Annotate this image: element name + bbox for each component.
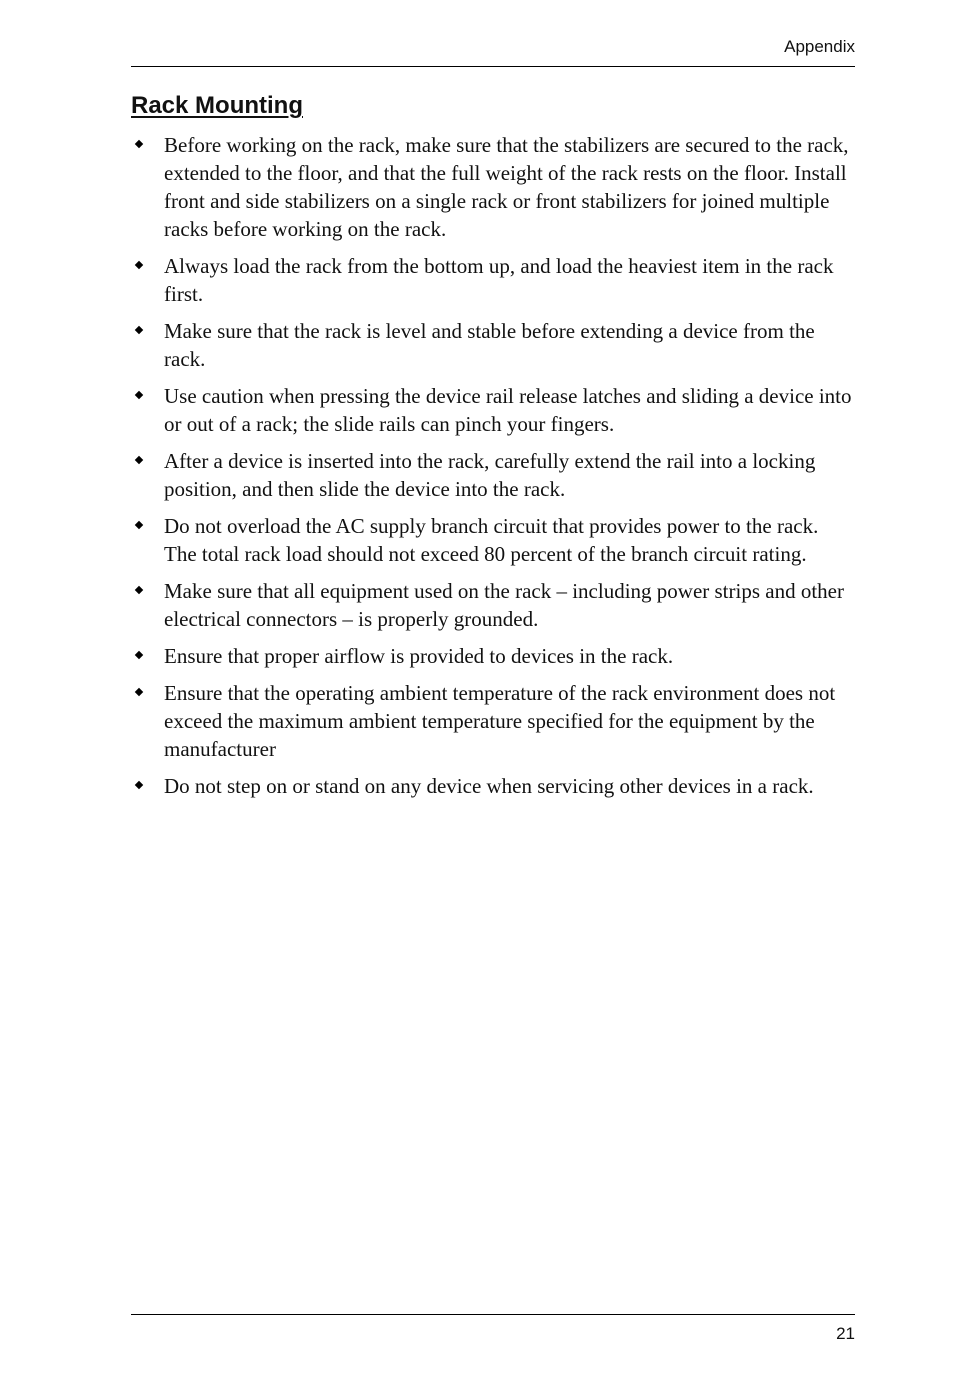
- list-item: [131, 679, 855, 763]
- diamond-bullet-icon: [135, 140, 143, 148]
- diamond-bullet-icon: [135, 261, 143, 269]
- list-item-text: Do not overload the AC supply branch circuit that provides power to the rack. The total rack load should not exceed 80 percent of the branch circuit rating.: [164, 514, 819, 566]
- diamond-bullet-icon: [135, 456, 143, 464]
- diamond-bullet-icon: [135, 651, 143, 659]
- section-title: Rack Mounting: [131, 92, 303, 119]
- diamond-bullet-icon: [135, 781, 143, 789]
- diamond-bullet-icon: [135, 391, 143, 399]
- list-item: [131, 317, 855, 373]
- page-number: 21: [836, 1324, 855, 1343]
- list-item: [131, 772, 855, 800]
- list-item-text: Before working on the rack, make sure that the stabilizers are secured to the rack, extended to the floor, and that the full weight of the rack rests on the floor. Install front and side stabilizers on a single rack or front stabilizers for joined multiple racks before working on the rack.: [164, 133, 849, 241]
- list-item: [131, 382, 855, 438]
- diamond-bullet-icon: [135, 586, 143, 594]
- list-item-text: Ensure that the operating ambient temperature of the rack environment does not exceed the maximum ambient temperature specified for the equipment by the manufacturer: [164, 681, 836, 761]
- list-item: [131, 642, 855, 670]
- list-item: [131, 512, 855, 568]
- list-item: [131, 252, 855, 308]
- list-item: [131, 447, 855, 503]
- page-footer: [131, 1314, 855, 1343]
- list-item-text: Make sure that all equipment used on the rack – including power strips and other electrical connectors – is properly grounded.: [164, 579, 844, 631]
- diamond-bullet-icon: [135, 521, 143, 529]
- list-item-text: Use caution when pressing the device rail release latches and sliding a device into or out of a rack; the slide rails can pinch your fingers.: [164, 384, 852, 436]
- diamond-bullet-icon: [135, 688, 143, 696]
- diamond-bullet-icon: [135, 326, 143, 334]
- list-item-text: Do not step on or stand on any device when servicing other devices in a rack.: [164, 774, 814, 798]
- header-label: Appendix: [784, 37, 855, 56]
- list-item: [131, 577, 855, 633]
- list-item: [131, 131, 855, 243]
- safety-bullet-list: [131, 131, 855, 809]
- list-item-text: After a device is inserted into the rack, carefully extend the rail into a locking position, and then slide the device into the rack.: [164, 449, 816, 501]
- page-header: [131, 36, 855, 67]
- list-item-text: Always load the rack from the bottom up, and load the heaviest item in the rack first.: [164, 254, 834, 306]
- list-item-text: Make sure that the rack is level and stable before extending a device from the rack.: [164, 319, 815, 371]
- list-item-text: Ensure that proper airflow is provided to devices in the rack.: [164, 644, 674, 668]
